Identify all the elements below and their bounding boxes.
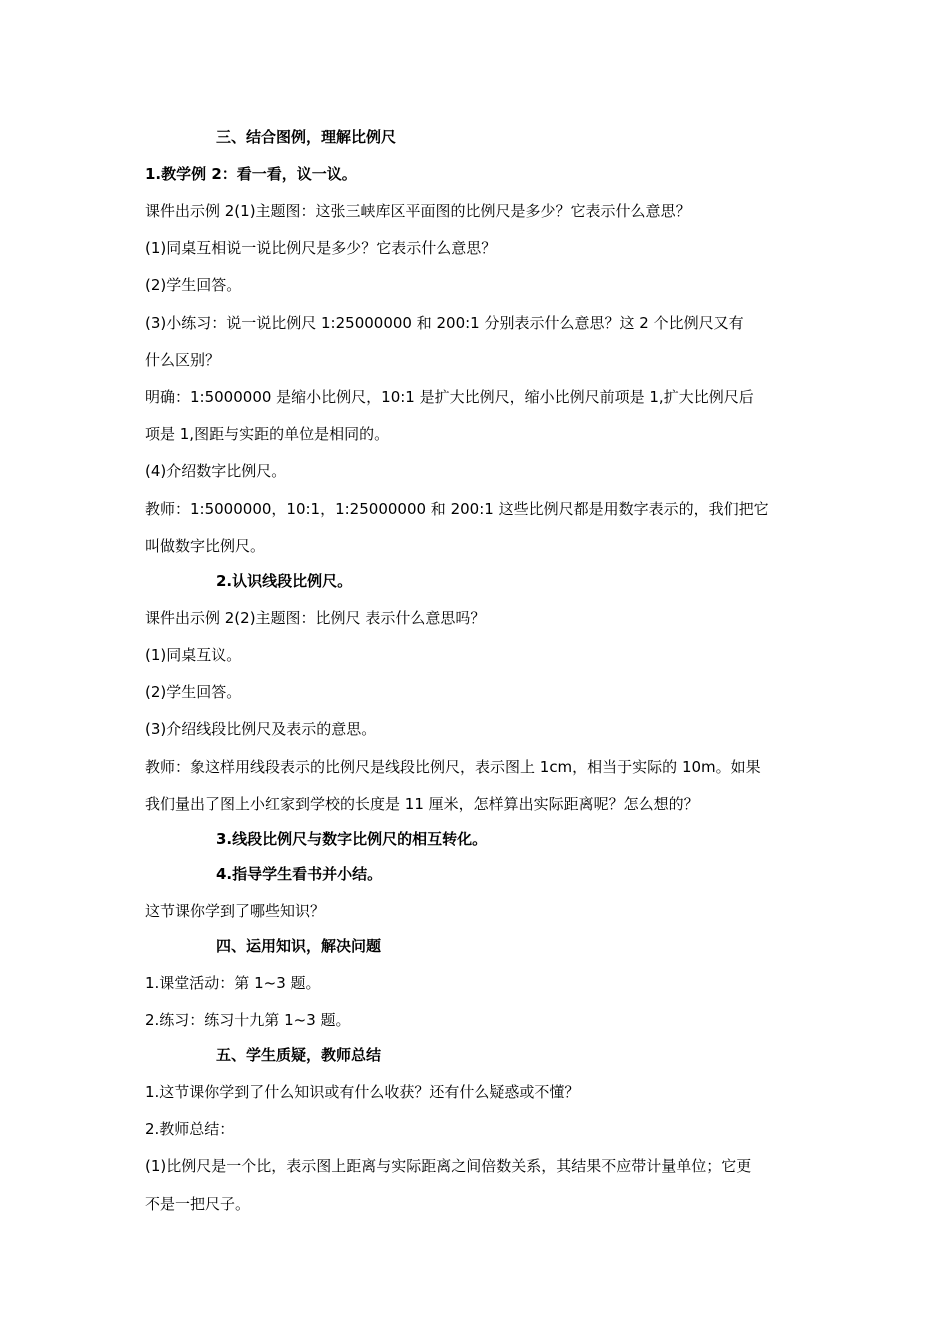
paragraph-line: (4)介绍数字比例尺。: [145, 462, 287, 480]
paragraph-line: 课件出示例 2(1)主题图：这张三峡库区平面图的比例尺是多少？它表示什么意思？: [145, 202, 691, 220]
paragraph-line: 教师：象这样用线段表示的比例尺是线段比例尺，表示图上 1cm，相当于实际的 10m。如果: [145, 758, 761, 776]
paragraph-line: 这节课你学到了哪些知识？: [145, 902, 326, 920]
paragraph-line: 2.练习：练习十九第 1~3 题。: [145, 1011, 351, 1029]
paragraph-line: (1)比例尺是一个比，表示图上距离与实际距离之间倍数关系，其结果不应带计量单位；它更: [145, 1157, 752, 1175]
paragraph-line: (1)同桌互议。: [145, 646, 242, 664]
subheading: 4.指导学生看书并小结。: [216, 865, 383, 883]
paragraph-line: 课件出示例 2(2)主题图：比例尺 表示什么意思吗？: [145, 609, 486, 627]
section-heading: 三、结合图例，理解比例尺: [216, 128, 397, 146]
paragraph-line: (3)小练习：说一说比例尺 1:25000000 和 200:1 分别表示什么意思？这 2 个比例尺又有: [145, 314, 744, 332]
paragraph-line: (2)学生回答。: [145, 276, 242, 294]
paragraph-line: 项是 1,图距与实距的单位是相同的。: [145, 425, 390, 443]
paragraph-line: 1.课堂活动：第 1~3 题。: [145, 974, 321, 992]
paragraph-line: (1)同桌互相说一说比例尺是多少？它表示什么意思？: [145, 239, 497, 257]
paragraph-line: (3)介绍线段比例尺及表示的意思。: [145, 720, 377, 738]
paragraph-line: 不是一把尺子。: [145, 1195, 251, 1213]
paragraph-line: 教师：1:5000000，10:1，1:25000000 和 200:1 这些比例尺都是用数字表示的，我们把它: [145, 500, 769, 518]
section-heading: 五、学生质疑，教师总结: [216, 1046, 382, 1064]
paragraph-line: 1.这节课你学到了什么知识或有什么收获？还有什么疑惑或不懂？: [145, 1083, 580, 1101]
paragraph-line: 什么区别？: [145, 351, 221, 369]
paragraph-line: (2)学生回答。: [145, 683, 242, 701]
paragraph-line: 我们量出了图上小红家到学校的长度是 11 厘米，怎样算出实际距离呢？怎么想的？: [145, 795, 699, 813]
paragraph-line: 明确：1:5000000 是缩小比例尺，10:1 是扩大比例尺，缩小比例尺前项是 1,扩大比例尺后: [145, 388, 754, 406]
section-heading: 四、运用知识，解决问题: [216, 937, 382, 955]
subheading: 3.线段比例尺与数字比例尺的相互转化。: [216, 830, 488, 848]
paragraph-line: 叫做数字比例尺。: [145, 537, 266, 555]
paragraph-line: 2.教师总结：: [145, 1120, 235, 1138]
subheading: 2.认识线段比例尺。: [216, 572, 353, 590]
subheading: 1.教学例 2：看一看，议一议。: [145, 165, 357, 183]
